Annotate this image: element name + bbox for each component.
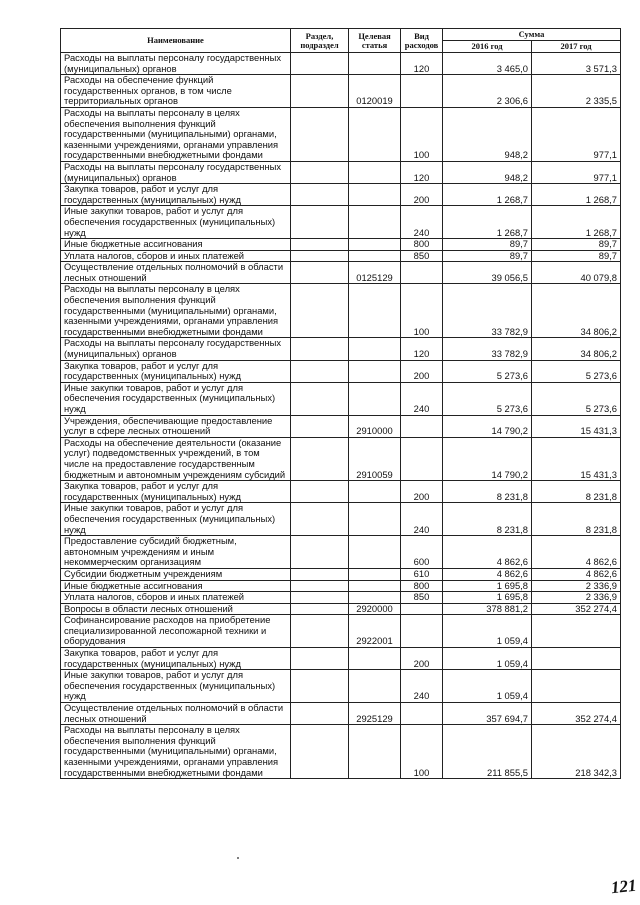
cell-target — [349, 53, 401, 75]
cell-name: Вопросы в области лесных отношений — [61, 603, 291, 615]
cell-target: 2910000 — [349, 415, 401, 437]
cell-type: 240 — [401, 206, 443, 239]
cell-name: Софинансирование расходов на приобретение специализированной лесопожарной техники и оборудования — [61, 615, 291, 648]
cell-2016: 1 059,4 — [443, 648, 532, 670]
cell-2016: 378 881,2 — [443, 603, 532, 615]
cell-2017: 5 273,6 — [532, 382, 621, 415]
cell-section — [291, 107, 349, 161]
cell-2017: 3 571,3 — [532, 53, 621, 75]
cell-section — [291, 75, 349, 108]
cell-name: Расходы на выплаты персоналу государственных (муниципальных) органов — [61, 161, 291, 183]
table-row — [61, 250, 621, 262]
scan-speck — [237, 857, 239, 859]
cell-2016: 211 855,5 — [443, 725, 532, 779]
cell-2016: 39 056,5 — [443, 262, 532, 284]
cell-name: Закупка товаров, работ и услуг для государственных (муниципальных) нужд — [61, 481, 291, 503]
cell-section — [291, 239, 349, 251]
cell-name: Расходы на выплаты персоналу государственных (муниципальных) органов — [61, 338, 291, 360]
col-header-type: Вид расходов — [401, 29, 443, 53]
cell-2017: 4 862,6 — [532, 568, 621, 580]
table-row — [61, 206, 621, 239]
cell-target — [349, 239, 401, 251]
cell-target — [349, 725, 401, 779]
cell-2017 — [532, 615, 621, 648]
cell-name: Учреждения, обеспечивающие предоставление услуг в сфере лесных отношений — [61, 415, 291, 437]
cell-section — [291, 725, 349, 779]
cell-section — [291, 615, 349, 648]
cell-name: Иные бюджетные ассигнования — [61, 239, 291, 251]
cell-target — [349, 107, 401, 161]
cell-target — [349, 360, 401, 382]
table-row — [61, 580, 621, 592]
cell-2016: 5 273,6 — [443, 360, 532, 382]
cell-type: 120 — [401, 161, 443, 183]
cell-type: 100 — [401, 725, 443, 779]
cell-name: Иные бюджетные ассигнования — [61, 580, 291, 592]
cell-section — [291, 536, 349, 569]
cell-name: Расходы на выплаты персоналу в целях обеспечения выполнения функций государственными (муниципальными) органами, казенными учреждениями, органами управления государственными внебюджетными фондами — [61, 107, 291, 161]
cell-2017: 15 431,3 — [532, 437, 621, 480]
table-row — [61, 360, 621, 382]
cell-2017: 8 231,8 — [532, 481, 621, 503]
cell-2016: 3 465,0 — [443, 53, 532, 75]
cell-name: Иные закупки товаров, работ и услуг для обеспечения государственных (муниципальных) нужд — [61, 670, 291, 703]
cell-2016: 33 782,9 — [443, 338, 532, 360]
budget-table-sheet — [60, 28, 620, 779]
cell-2016: 89,7 — [443, 239, 532, 251]
table-row — [61, 503, 621, 536]
cell-section — [291, 161, 349, 183]
cell-section — [291, 53, 349, 75]
cell-name: Расходы на обеспечение функций государственных органов, в том числе территориальных органов — [61, 75, 291, 108]
cell-type — [401, 415, 443, 437]
cell-2017: 89,7 — [532, 250, 621, 262]
cell-type: 800 — [401, 580, 443, 592]
cell-target — [349, 536, 401, 569]
table-row — [61, 107, 621, 161]
cell-2017: 89,7 — [532, 239, 621, 251]
table-row — [61, 382, 621, 415]
cell-2016: 1 268,7 — [443, 206, 532, 239]
cell-target — [349, 580, 401, 592]
cell-name: Предоставление субсидий бюджетным, автономным учреждениям и иным некоммерческим организациям — [61, 536, 291, 569]
cell-type: 200 — [401, 648, 443, 670]
table-row — [61, 161, 621, 183]
cell-section — [291, 250, 349, 262]
table-row — [61, 592, 621, 604]
cell-name: Закупка товаров, работ и услуг для государственных (муниципальных) нужд — [61, 184, 291, 206]
cell-2016: 1 268,7 — [443, 184, 532, 206]
cell-2017: 1 268,7 — [532, 206, 621, 239]
cell-2016: 14 790,2 — [443, 415, 532, 437]
cell-section — [291, 206, 349, 239]
page-number: 121 — [609, 875, 637, 898]
cell-2016: 948,2 — [443, 161, 532, 183]
cell-2017: 34 806,2 — [532, 284, 621, 338]
cell-section — [291, 360, 349, 382]
cell-2017: 977,1 — [532, 161, 621, 183]
cell-name: Расходы на выплаты персоналу государственных (муниципальных) органов — [61, 53, 291, 75]
cell-type — [401, 437, 443, 480]
cell-2017: 2 336,9 — [532, 592, 621, 604]
cell-2017 — [532, 670, 621, 703]
cell-section — [291, 580, 349, 592]
cell-target — [349, 568, 401, 580]
cell-section — [291, 338, 349, 360]
cell-2017: 40 079,8 — [532, 262, 621, 284]
cell-target: 2910059 — [349, 437, 401, 480]
cell-name: Уплата налогов, сборов и иных платежей — [61, 592, 291, 604]
cell-2016: 1 059,4 — [443, 670, 532, 703]
cell-2016: 4 862,6 — [443, 536, 532, 569]
cell-section — [291, 481, 349, 503]
cell-2016: 14 790,2 — [443, 437, 532, 480]
cell-name: Уплата налогов, сборов и иных платежей — [61, 250, 291, 262]
cell-target: 0125129 — [349, 262, 401, 284]
cell-type: 100 — [401, 107, 443, 161]
cell-name: Расходы на обеспечение деятельности (оказание услуг) подведомственных учреждений, в том числе на предоставление государственным бюджетным и автономным учреждениям субсидий — [61, 437, 291, 480]
cell-type — [401, 603, 443, 615]
cell-2016: 8 231,8 — [443, 503, 532, 536]
cell-name: Расходы на выплаты персоналу в целях обеспечения выполнения функций государственными (муниципальными) органами, казенными учреждениями, органами управления государственными внебюджетными фондами — [61, 725, 291, 779]
cell-section — [291, 503, 349, 536]
cell-type: 240 — [401, 503, 443, 536]
cell-target: 2925129 — [349, 703, 401, 725]
cell-type: 240 — [401, 382, 443, 415]
cell-type — [401, 262, 443, 284]
cell-section — [291, 670, 349, 703]
cell-section — [291, 603, 349, 615]
cell-target — [349, 206, 401, 239]
cell-section — [291, 592, 349, 604]
cell-section — [291, 415, 349, 437]
cell-target: 2920000 — [349, 603, 401, 615]
table-row — [61, 603, 621, 615]
table-body — [61, 53, 621, 779]
cell-type: 120 — [401, 53, 443, 75]
table-header-row — [61, 29, 621, 41]
cell-target — [349, 670, 401, 703]
cell-2017: 2 336,9 — [532, 580, 621, 592]
cell-target — [349, 592, 401, 604]
cell-target — [349, 250, 401, 262]
cell-type: 120 — [401, 338, 443, 360]
cell-2017: 34 806,2 — [532, 338, 621, 360]
cell-type — [401, 75, 443, 108]
table-row — [61, 184, 621, 206]
cell-type: 200 — [401, 481, 443, 503]
col-header-target: Целевая статья — [349, 29, 401, 53]
table-row — [61, 615, 621, 648]
cell-target — [349, 648, 401, 670]
table-row — [61, 670, 621, 703]
cell-2016: 4 862,6 — [443, 568, 532, 580]
cell-2016: 89,7 — [443, 250, 532, 262]
cell-section — [291, 648, 349, 670]
cell-target — [349, 284, 401, 338]
cell-type: 800 — [401, 239, 443, 251]
cell-type: 100 — [401, 284, 443, 338]
cell-2017: 977,1 — [532, 107, 621, 161]
col-header-2016: 2016 год — [443, 41, 532, 53]
cell-type — [401, 703, 443, 725]
cell-2017: 352 274,4 — [532, 703, 621, 725]
cell-name: Расходы на выплаты персоналу в целях обеспечения выполнения функций государственными (муниципальными) органами, казенными учреждениями, органами управления государственными внебюджетными фондами — [61, 284, 291, 338]
cell-2016: 948,2 — [443, 107, 532, 161]
cell-2016: 33 782,9 — [443, 284, 532, 338]
col-header-name: Наименование — [61, 29, 291, 53]
cell-2016: 5 273,6 — [443, 382, 532, 415]
cell-target — [349, 161, 401, 183]
col-header-sum: Сумма — [443, 29, 621, 41]
table-row — [61, 703, 621, 725]
cell-type: 850 — [401, 592, 443, 604]
col-header-2017: 2017 год — [532, 41, 621, 53]
cell-2016: 357 694,7 — [443, 703, 532, 725]
cell-2016: 1 695,8 — [443, 580, 532, 592]
cell-2016: 8 231,8 — [443, 481, 532, 503]
cell-type: 600 — [401, 536, 443, 569]
cell-name: Осуществление отдельных полномочий в области лесных отношений — [61, 262, 291, 284]
table-row — [61, 53, 621, 75]
table-row — [61, 725, 621, 779]
table-row — [61, 75, 621, 108]
cell-name: Иные закупки товаров, работ и услуг для обеспечения государственных (муниципальных) нужд — [61, 382, 291, 415]
cell-target: 2922001 — [349, 615, 401, 648]
cell-name: Субсидии бюджетным учреждениям — [61, 568, 291, 580]
cell-target — [349, 338, 401, 360]
cell-2017: 352 274,4 — [532, 603, 621, 615]
cell-2017: 15 431,3 — [532, 415, 621, 437]
cell-section — [291, 437, 349, 480]
cell-2017: 218 342,3 — [532, 725, 621, 779]
cell-type: 200 — [401, 360, 443, 382]
cell-2017: 2 335,5 — [532, 75, 621, 108]
cell-2017: 1 268,7 — [532, 184, 621, 206]
cell-2017: 5 273,6 — [532, 360, 621, 382]
cell-type: 200 — [401, 184, 443, 206]
cell-target — [349, 503, 401, 536]
cell-name: Иные закупки товаров, работ и услуг для обеспечения государственных (муниципальных) нужд — [61, 503, 291, 536]
cell-type: 610 — [401, 568, 443, 580]
cell-2016: 2 306,6 — [443, 75, 532, 108]
cell-target — [349, 481, 401, 503]
cell-2017 — [532, 648, 621, 670]
cell-name: Иные закупки товаров, работ и услуг для обеспечения государственных (муниципальных) нужд — [61, 206, 291, 239]
cell-2016: 1 695,8 — [443, 592, 532, 604]
cell-type — [401, 615, 443, 648]
table-row — [61, 415, 621, 437]
cell-section — [291, 568, 349, 580]
cell-target: 0120019 — [349, 75, 401, 108]
cell-section — [291, 703, 349, 725]
cell-2017: 4 862,6 — [532, 536, 621, 569]
col-header-section: Раздел, подраздел — [291, 29, 349, 53]
cell-2016: 1 059,4 — [443, 615, 532, 648]
cell-section — [291, 284, 349, 338]
table-row — [61, 239, 621, 251]
budget-table — [60, 28, 621, 779]
table-row — [61, 481, 621, 503]
cell-section — [291, 262, 349, 284]
cell-name: Закупка товаров, работ и услуг для государственных (муниципальных) нужд — [61, 648, 291, 670]
cell-2017: 8 231,8 — [532, 503, 621, 536]
cell-target — [349, 382, 401, 415]
cell-section — [291, 382, 349, 415]
table-row — [61, 338, 621, 360]
table-row — [61, 284, 621, 338]
cell-section — [291, 184, 349, 206]
table-row — [61, 437, 621, 480]
cell-type: 850 — [401, 250, 443, 262]
cell-target — [349, 184, 401, 206]
table-row — [61, 568, 621, 580]
table-row — [61, 536, 621, 569]
table-row — [61, 262, 621, 284]
table-row — [61, 648, 621, 670]
cell-type: 240 — [401, 670, 443, 703]
cell-name: Осуществление отдельных полномочий в области лесных отношений — [61, 703, 291, 725]
cell-name: Закупка товаров, работ и услуг для государственных (муниципальных) нужд — [61, 360, 291, 382]
